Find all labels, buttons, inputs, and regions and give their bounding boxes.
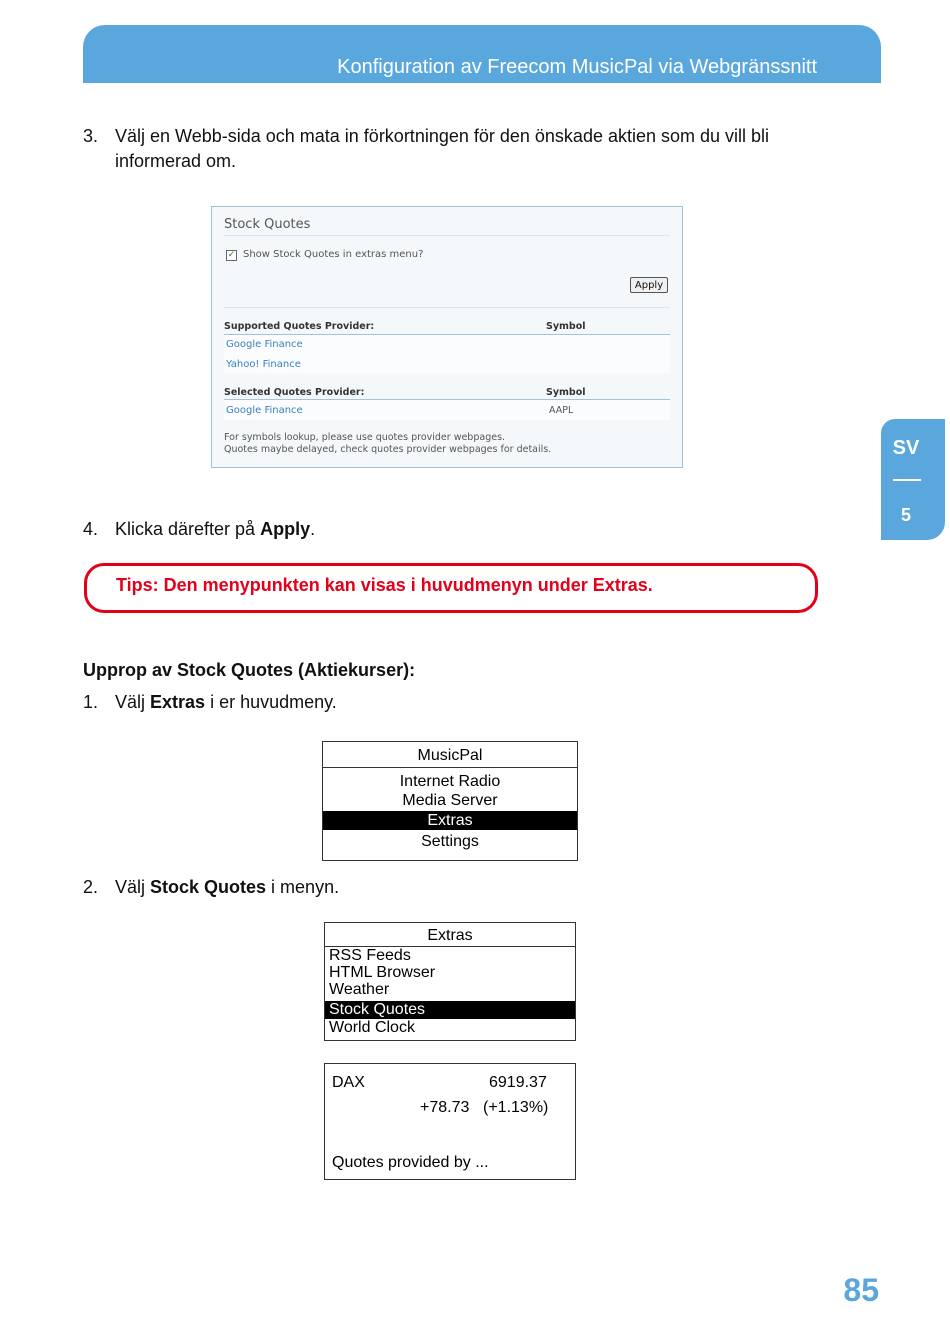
tips-text: Tips: Den menypunkten kan visas i huvudmenyn under Extras. (116, 575, 653, 595)
step-text: Välj (115, 877, 151, 897)
tab-divider (893, 479, 921, 481)
step-number: 2. (83, 877, 99, 897)
step-text-line2: informerad om. (115, 151, 237, 171)
step-text: Välj (115, 692, 151, 712)
symbol-header: Symbol (546, 321, 586, 332)
selected-symbol-value[interactable]: AAPL (549, 405, 574, 416)
step-3 (83, 124, 843, 176)
menu-item-world-clock[interactable]: World Clock (329, 1019, 415, 1036)
quote-value: 6919.37 (489, 1074, 547, 1091)
selected-provider-header: Selected Quotes Provider: (224, 387, 365, 398)
stock-quotes-web-screenshot (211, 206, 683, 468)
stock-quote-display (324, 1063, 576, 1180)
apply-button[interactable]: Apply (630, 277, 668, 293)
step-text-end: i menyn. (266, 877, 340, 897)
provider-link-yahoo[interactable]: Yahoo! Finance (226, 359, 301, 370)
quote-change: +78.73 (420, 1099, 470, 1116)
web-title: Stock Quotes (224, 217, 311, 232)
language-chapter-tab (881, 419, 945, 540)
selected-provider-link[interactable]: Google Finance (226, 405, 303, 416)
selected-symbol-header: Symbol (546, 387, 586, 398)
musicpal-main-menu (322, 741, 578, 861)
menu-item-extras[interactable]: Extras (323, 811, 577, 830)
step-4 (83, 517, 483, 542)
menu-title: Extras (427, 927, 473, 944)
quote-percent: (+1.13%) (483, 1099, 549, 1116)
step-text-end: . (310, 519, 316, 539)
menu-item-rss-feeds[interactable]: RSS Feeds (329, 947, 411, 964)
section-heading: Upprop av Stock Quotes (Aktiekurser): (83, 660, 416, 680)
menu-item-media-server[interactable]: Media Server (402, 792, 498, 809)
supported-provider-header: Supported Quotes Provider: (224, 321, 375, 332)
step-keyword: Stock Quotes (150, 877, 267, 897)
header-title: Konfiguration av Freecom MusicPal via Webgränssnitt (337, 56, 817, 78)
menu-item-html-browser[interactable]: HTML Browser (329, 964, 436, 981)
step-1 (83, 690, 483, 715)
quote-name: DAX (332, 1074, 365, 1091)
step-keyword: Extras (150, 692, 206, 712)
chapter-number: 5 (900, 505, 911, 525)
page-number: 85 (843, 1272, 879, 1308)
step-number: 4. (83, 519, 99, 539)
checkbox-label: Show Stock Quotes in extras menu? (243, 249, 424, 260)
step-text-line1: Välj en Webb-sida och mata in förkortningen för den önskade aktien som du vill bli (115, 126, 770, 146)
section-divider (224, 307, 670, 308)
quote-footer: Quotes provided by ... (332, 1154, 489, 1171)
menu-item-weather[interactable]: Weather (329, 981, 390, 998)
extras-menu (324, 922, 576, 1041)
menu-title-divider (323, 767, 577, 768)
step-keyword: Apply (260, 519, 311, 539)
lookup-note: For symbols lookup, please use quotes provider webpages. (224, 432, 506, 443)
delay-note: Quotes maybe delayed, check quotes provider webpages for details. (224, 444, 552, 455)
tips-box (84, 563, 818, 613)
menu-title: MusicPal (417, 747, 483, 764)
language-code: SV (892, 437, 920, 459)
step-text-end: i er huvudmeny. (205, 692, 337, 712)
show-in-extras-checkbox[interactable]: ✓ (227, 250, 236, 260)
step-2 (83, 875, 483, 900)
step-text: Klicka därefter på (115, 519, 261, 539)
step-number: 3. (83, 126, 99, 146)
title-divider (224, 235, 670, 236)
header-bar (83, 25, 881, 83)
step-number: 1. (83, 692, 99, 712)
menu-item-stock-quotes[interactable]: Stock Quotes (325, 1001, 575, 1019)
menu-item-settings[interactable]: Settings (421, 833, 479, 850)
menu-item-internet-radio[interactable]: Internet Radio (399, 773, 501, 790)
provider-link-google[interactable]: Google Finance (226, 339, 303, 350)
